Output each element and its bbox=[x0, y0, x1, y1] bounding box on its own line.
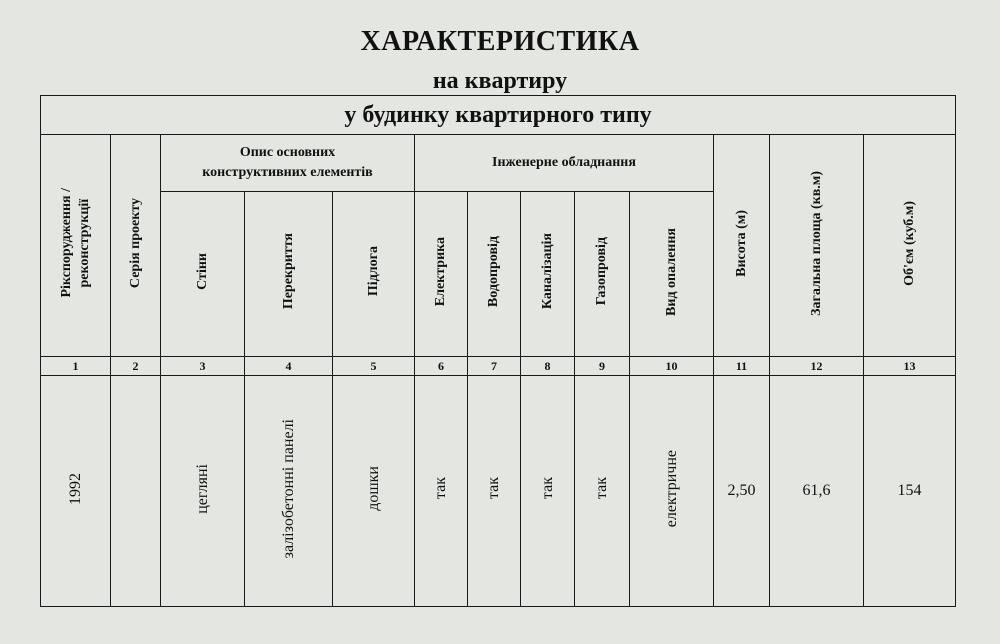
value-cell-gas bbox=[575, 376, 630, 607]
header-label-electricity: Електрика bbox=[433, 236, 448, 307]
header-label-area: Загальна площа (кв.м) bbox=[808, 170, 824, 316]
value-cell-electricity bbox=[415, 376, 468, 607]
value-flooring: дошки bbox=[364, 466, 382, 511]
header-cell-gas bbox=[575, 192, 630, 357]
header-cell-walls bbox=[161, 192, 245, 357]
value-electricity: так bbox=[432, 477, 449, 500]
column-number: 13 bbox=[864, 357, 956, 376]
header-cell-sewerage bbox=[521, 192, 575, 357]
column-number: 3 bbox=[161, 357, 245, 376]
value-volume: 154 bbox=[864, 376, 956, 607]
header-label-flooring: Підлога bbox=[365, 246, 381, 297]
header-cell-volume bbox=[864, 135, 956, 357]
column-number: 2 bbox=[111, 357, 161, 376]
value-cell-series bbox=[111, 376, 161, 607]
value-cell-walls bbox=[161, 376, 245, 607]
header-label-gas: Газопровід bbox=[594, 237, 609, 306]
header-label-height: Висота (м) bbox=[733, 209, 749, 277]
header-label-sewerage: Каналізація bbox=[539, 233, 555, 310]
group-label-construction: Опис основних конструктивних елементів bbox=[202, 145, 373, 180]
value-cell-sewerage bbox=[521, 376, 575, 607]
column-number: 10 bbox=[630, 357, 714, 376]
value-walls: цегляні bbox=[193, 463, 211, 514]
value-cell-water bbox=[468, 376, 521, 607]
group-header-construction bbox=[161, 135, 415, 192]
characteristics-table bbox=[40, 95, 956, 607]
header-label-floors-slabs: Перекриття bbox=[280, 233, 296, 310]
column-number: 9 bbox=[575, 357, 630, 376]
document-title: ХАРАКТЕРИСТИКА bbox=[360, 26, 640, 57]
header-label-year: Рікспорудження / реконструкції bbox=[58, 188, 92, 298]
value-cell-heating bbox=[630, 376, 714, 607]
header-label-volume: Об'єм (куб.м) bbox=[901, 200, 917, 286]
column-number: 6 bbox=[415, 357, 468, 376]
value-cell-floors-slabs bbox=[245, 376, 333, 607]
header-label-series: Серія проекту bbox=[127, 197, 143, 289]
value-floors-slabs: залізобетонні панелі bbox=[279, 418, 297, 559]
value-year: 1992 bbox=[66, 472, 84, 505]
table-title: у будинку квартирного типу bbox=[41, 96, 956, 135]
value-height: 2,50 bbox=[714, 376, 770, 607]
header-cell-electricity bbox=[415, 192, 468, 357]
header-label-water: Водопровід bbox=[486, 235, 501, 308]
value-cell-year bbox=[41, 376, 111, 607]
column-number: 5 bbox=[333, 357, 415, 376]
header-cell-year bbox=[41, 135, 111, 357]
column-number: 8 bbox=[521, 357, 575, 376]
header-cell-height bbox=[714, 135, 770, 357]
column-number: 1 bbox=[41, 357, 111, 376]
column-number: 4 bbox=[245, 357, 333, 376]
header-cell-area bbox=[770, 135, 864, 357]
header-cell-flooring bbox=[333, 192, 415, 357]
header-label-heating: Вид опалення bbox=[663, 227, 679, 316]
value-gas: так bbox=[593, 477, 610, 500]
group-header-engineering: Інженерне обладнання bbox=[415, 135, 714, 192]
header-cell-floors-slabs bbox=[245, 192, 333, 357]
value-water: так bbox=[485, 477, 502, 500]
header-cell-water bbox=[468, 192, 521, 357]
column-number: 7 bbox=[468, 357, 521, 376]
document-subtitle: на квартиру bbox=[432, 68, 568, 94]
header-cell-heating bbox=[630, 192, 714, 357]
value-heating: електричне bbox=[662, 449, 680, 528]
header-label-walls: Стіни bbox=[194, 253, 210, 290]
column-number: 11 bbox=[714, 357, 770, 376]
header-cell-series bbox=[111, 135, 161, 357]
value-area: 61,6 bbox=[770, 376, 864, 607]
value-sewerage: так bbox=[538, 477, 556, 500]
column-number: 12 bbox=[770, 357, 864, 376]
value-cell-flooring bbox=[333, 376, 415, 607]
